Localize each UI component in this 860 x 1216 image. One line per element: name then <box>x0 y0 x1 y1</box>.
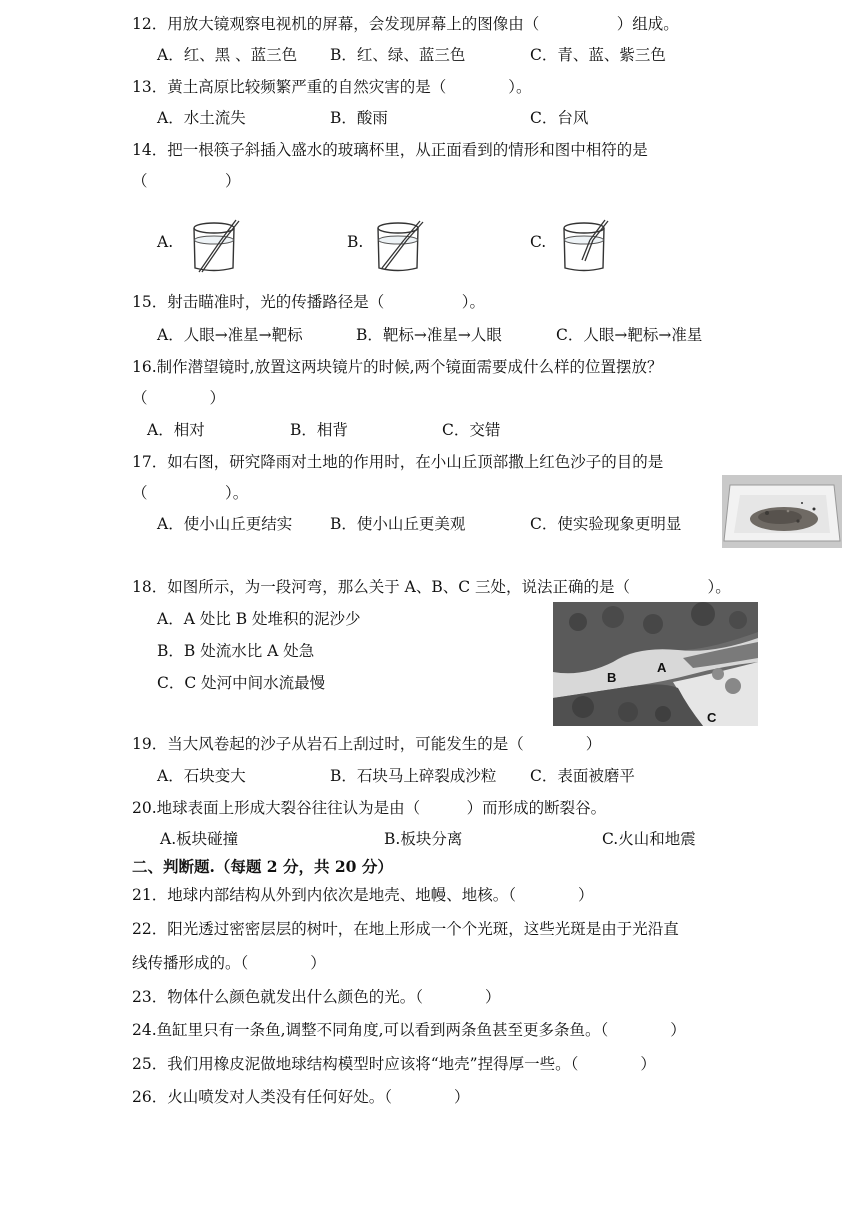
q18-photo-label-c: C <box>707 710 717 725</box>
q20-option-b: B.板块分离 <box>384 830 463 848</box>
q15-stem: 15．射击瞄准时，光的传播路径是（ ）。 <box>132 293 485 311</box>
q12-stem: 12．用放大镜观察电视机的屏幕，会发现屏幕上的图像由（ ）组成。 <box>132 15 679 33</box>
q23-stem: 23．物体什么颜色就发出什么颜色的光。（ ） <box>132 988 501 1006</box>
q17-option-c: C．使实验现象更明显 <box>530 515 682 533</box>
q20-option-a: A.板块碰撞 <box>160 830 239 848</box>
q18-river-bend-photo <box>553 602 758 726</box>
q14-figure-a-glass-icon <box>190 218 242 274</box>
q22-stem-line1: 22．阳光透过密密层层的树叶，在地上形成一个个光斑，这些光斑是由于光沿直 <box>132 920 679 938</box>
q20-option-c: C.火山和地震 <box>602 830 696 848</box>
q17-option-a: A．使小山丘更结实 <box>157 515 293 533</box>
q12-option-a: A．红、黑 、蓝三色 <box>157 46 298 64</box>
q24-stem: 24.鱼缸里只有一条鱼,调整不同角度,可以看到两条鱼甚至更多条鱼。（ ） <box>132 1021 686 1039</box>
q15-option-a: A．人眼→准星→靶标 <box>157 326 303 344</box>
q16-option-a: A．相对 <box>147 421 205 439</box>
q17-option-b: B．使小山丘更美观 <box>330 515 466 533</box>
q20-stem: 20.地球表面上形成大裂谷往往认为是由（ ）而形成的断裂谷。 <box>132 799 607 817</box>
q18-option-b: B．B 处流水比 A 处急 <box>157 642 315 660</box>
q19-stem: 19．当大风卷起的沙子从岩石上刮过时，可能发生的是（ ） <box>132 735 602 753</box>
q17-stem: 17．如右图，研究降雨对土地的作用时，在小山丘顶部撒上红色沙子的目的是 <box>132 453 664 471</box>
q15-option-c: C．人眼→靶标→准星 <box>556 326 703 344</box>
q12-option-c: C．青、蓝、紫三色 <box>530 46 666 64</box>
q25-stem: 25．我们用橡皮泥做地球结构模型时应该将“地壳”捏得厚一些。（ ） <box>132 1055 656 1073</box>
q13-option-c: C．台风 <box>530 109 589 127</box>
q13-stem: 13．黄土高原比较频繁严重的自然灾害的是（ ）。 <box>132 78 532 96</box>
q14-option-a: A. <box>157 233 174 251</box>
q21-stem: 21．地球内部结构从外到内依次是地壳、地幔、地核。（ ） <box>132 886 594 904</box>
q18-photo-label-b: B <box>607 670 617 685</box>
q19-option-a: A．石块变大 <box>157 767 246 785</box>
q18-option-c: C．C 处河中间水流最慢 <box>157 674 326 692</box>
section-heading-true-false: 二、判断题.（每题 2 分，共 20 分） <box>132 857 393 876</box>
q14-blank: （ ） <box>132 172 241 190</box>
q14-figure-c-glass-icon <box>560 218 612 274</box>
q22-stem-line2: 线传播形成的。（ ） <box>132 954 326 972</box>
q19-option-b: B．石块马上碎裂成沙粒 <box>330 767 497 785</box>
q12-option-b: B．红、绿、蓝三色 <box>330 46 466 64</box>
q13-option-b: B．酸雨 <box>330 109 388 127</box>
q14-stem: 14．把一根筷子斜插入盛水的玻璃杯里，从正面看到的情形和图中相符的是 <box>132 141 648 159</box>
q19-option-c: C．表面被磨平 <box>530 767 635 785</box>
q16-option-b: B．相背 <box>290 421 348 439</box>
q16-stem: 16.制作潜望镜时,放置这两块镜片的时候,两个镜面需要成什么样的位置摆放？ <box>132 358 663 376</box>
q16-blank: （ ） <box>132 389 226 407</box>
q18-option-a: A．A 处比 B 处堆积的泥沙少 <box>157 610 361 628</box>
q14-option-c: C. <box>530 233 547 251</box>
q14-figure-b-glass-icon <box>374 218 426 274</box>
q15-option-b: B．靶标→准星→人眼 <box>356 326 502 344</box>
q13-option-a: A．水土流失 <box>157 109 246 127</box>
q14-option-b: B. <box>347 233 364 251</box>
q18-stem: 18．如图所示，为一段河弯，那么关于 A、B、C 三处，说法正确的是（ ）。 <box>132 578 731 596</box>
q26-stem: 26．火山喷发对人类没有任何好处。（ ） <box>132 1088 470 1106</box>
q16-option-c: C．交错 <box>442 421 501 439</box>
q17-blank: （ ）。 <box>132 484 249 502</box>
q17-soil-tray-photo <box>722 475 842 548</box>
q18-photo-label-a: A <box>657 660 667 675</box>
